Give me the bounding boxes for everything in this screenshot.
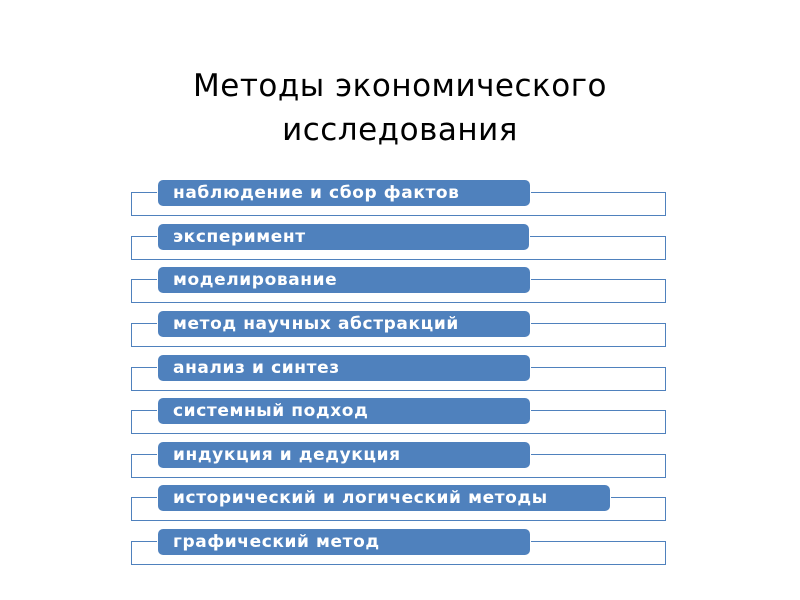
method-item [0, 529, 800, 573]
method-item-bar: исторический и логический методы [158, 485, 610, 511]
method-item-bar: индукция и дедукция [158, 442, 530, 468]
method-item-bar: метод научных абстракций [158, 311, 530, 337]
method-item [0, 180, 800, 224]
method-item [0, 398, 800, 442]
method-item-bar: системный подход [158, 398, 530, 424]
method-item [0, 442, 800, 486]
method-item [0, 355, 800, 399]
method-item [0, 311, 800, 355]
method-item [0, 267, 800, 311]
method-item-bar: графический метод [158, 529, 530, 555]
method-item [0, 485, 800, 529]
method-item-bar: наблюдение и сбор фактов [158, 180, 530, 206]
method-item-bar: эксперимент [158, 224, 529, 250]
method-item-bar: анализ и синтез [158, 355, 530, 381]
slide-title-line-2: исследования [282, 112, 518, 148]
method-item [0, 224, 800, 268]
slide-title-line-1: Методы экономического [193, 68, 607, 104]
method-item-bar: моделирование [158, 267, 530, 293]
